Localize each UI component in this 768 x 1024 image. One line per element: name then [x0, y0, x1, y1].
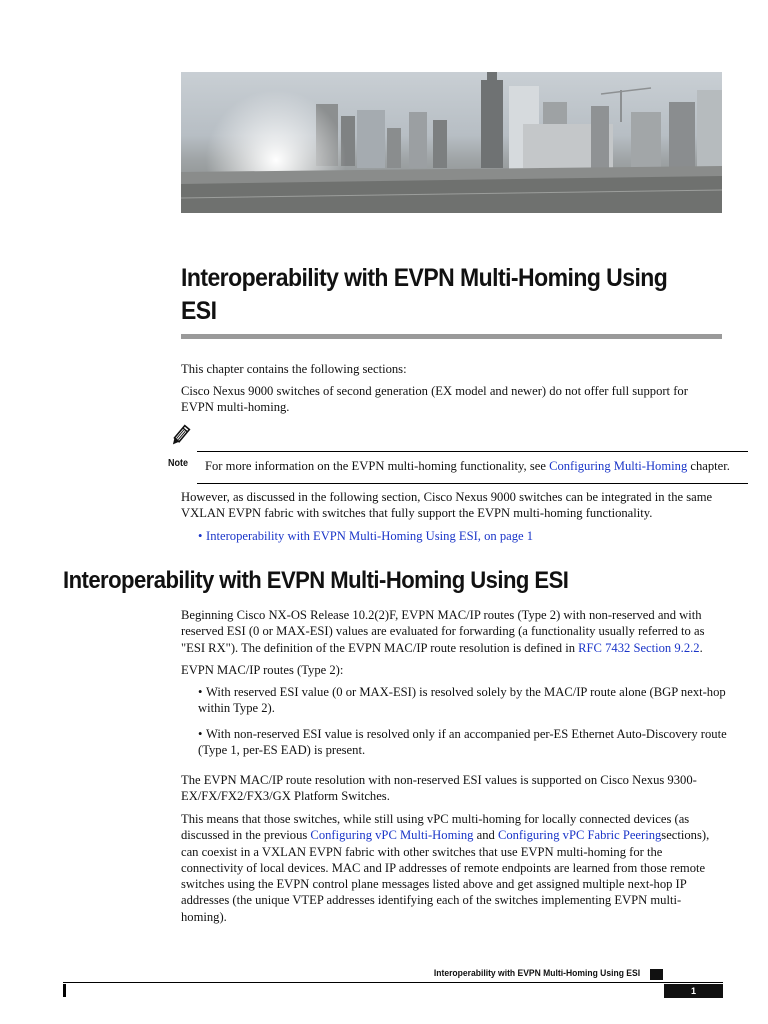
note-bottom-rule: [197, 483, 748, 484]
coexistence-text-c: sections), can coexist in a VXLAN EVPN fabric with other switches that use EVPN multi-homing for the connectivity of local devices. MAC and IP addresses of remote endpoints are learned from those remote switches using the EVPN control plane messages listed above and get assigned multiple next-hop IP addresses (the unique VTEP addresses identifying each of the switches implementing EVPN multi-homing).: [181, 828, 710, 924]
footer-left-tick: [63, 984, 66, 997]
bullet-non-reserved-esi: • With non-reserved ESI value is resolved only if an accompanied per-ES Ethernet Auto-Discovery route (Type 1, per-ES EAD) is present.: [198, 727, 727, 758]
esi-rx-text: Beginning Cisco NX-OS Release 10.2(2)F, EVPN MAC/IP routes (Type 2) with non-reserved and with reserved ESI (0 or MAX-ESI) values are evaluated for forwarding (a functionality usually referred to as "ESI RX"). The definition of the EVPN MAC/IP route resolution is defined in: [181, 608, 705, 655]
note-text: [205, 458, 745, 474]
section-title: Interoperability with EVPN Multi-Homing Using ESI: [63, 567, 569, 594]
configuring-multi-homing-link[interactable]: Configuring Multi-Homing: [549, 459, 688, 473]
coexistence-text-b: and: [473, 828, 498, 843]
toc-section-link[interactable]: Interoperability with EVPN Multi-Homing Using ESI, on page 1: [206, 529, 534, 543]
note-label: Note: [168, 458, 189, 469]
coexistence-text-a: This means that those switches, while still using vPC multi-homing for locally connected devices (as discussed in the previous: [181, 812, 690, 843]
coexistence-paragraph: [181, 811, 725, 925]
bullet-non-reserved-esi-text: With non-reserved ESI value is resolved only if an accompanied per-ES Ethernet Auto-Discovery route (Type 1, per-ES EAD) is present.: [198, 727, 727, 758]
note-top-rule: [197, 451, 748, 452]
header-banner-image: [181, 72, 722, 213]
intro-support-text: Cisco Nexus 9000 switches of second generation (EX model and newer) do not offer full support for EVPN multi-homing.: [181, 384, 688, 415]
bullet-reserved-esi-text: With reserved ESI value (0 or MAX-ESI) is resolved solely by the MAC/IP route alone (BGP next-hop within Type 2).: [198, 685, 726, 716]
footer-rule: [63, 982, 723, 983]
configuring-vpc-fabric-peering-link[interactable]: Configuring vPC Fabric Peering: [497, 828, 662, 843]
footer-marker: [650, 969, 663, 980]
platform-support-paragraph: The EVPN MAC/IP route resolution with non-reserved ESI values is supported on Cisco Nexus 9300-EX/FX/FX2/FX3/GX Platform Switches.: [181, 773, 697, 804]
intro-sections-text: This chapter contains the following sections:: [181, 362, 407, 376]
rfc-7432-link[interactable]: RFC 7432 Section 9.2.2: [578, 640, 700, 655]
bullet-reserved-esi: • With reserved ESI value (0 or MAX-ESI) is resolved solely by the MAC/IP route alone (BGP next-hop within Type 2).: [198, 685, 726, 716]
toc-list-item: • Interoperability with EVPN Multi-Homing Using ESI, on page 1: [198, 529, 534, 543]
page-number: 1: [664, 984, 723, 998]
footer-chapter-title: Interoperability with EVPN Multi-Homing Using ESI: [433, 968, 640, 979]
esi-rx-paragraph: [181, 607, 729, 656]
note-text-before: For more information on the EVPN multi-homing functionality, see: [205, 459, 550, 473]
note-text-after: chapter.: [687, 459, 730, 473]
configuring-vpc-multi-homing-link[interactable]: Configuring vPC Multi-Homing: [310, 828, 474, 843]
chapter-title: Interoperability with EVPN Multi-Homing Using ESI: [181, 264, 668, 325]
esi-rx-end: .: [699, 640, 703, 655]
pencil-note-icon: [168, 424, 192, 448]
title-divider: [181, 334, 722, 339]
type2-routes-text: EVPN MAC/IP routes (Type 2):: [181, 663, 344, 677]
integration-paragraph: However, as discussed in the following section, Cisco Nexus 9000 switches can be integrated in the same VXLAN EVPN fabric with switches that fully support the EVPN multi-homing functionality.: [181, 490, 713, 521]
